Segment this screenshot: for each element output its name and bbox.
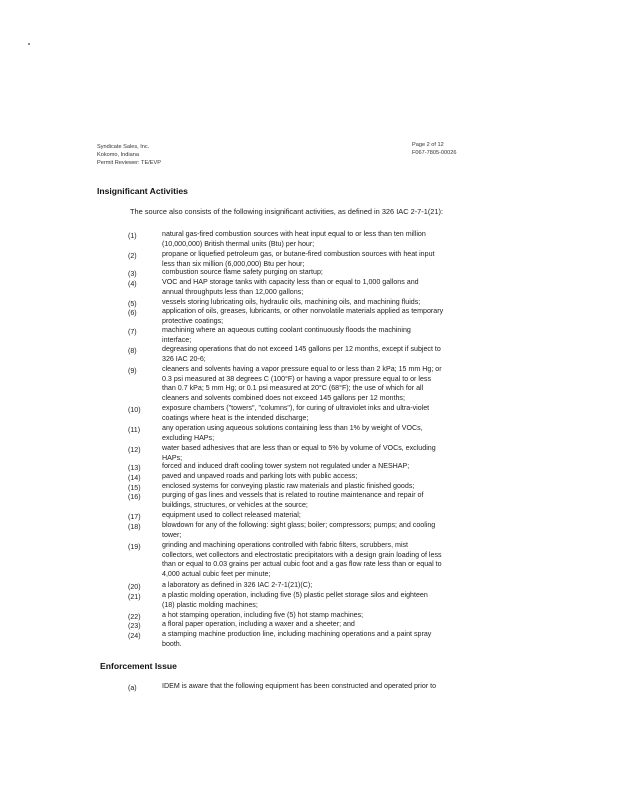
item-number: (11) [128, 426, 141, 434]
item-line: protective coatings; [162, 316, 224, 325]
item-text [162, 365, 522, 403]
item-line: (18) plastic molding machines; [162, 600, 258, 609]
item-line: 326 IAC 20-6; [162, 354, 206, 363]
item-line: a stamping machine production line, including machining operations and a paint spray [162, 630, 432, 638]
item-line: buildings, structures, or vehicles at the source; [162, 500, 308, 509]
item-text [162, 472, 522, 482]
item-line: water based adhesives that are less than or equal to 5% by volume of VOCs, excluding [162, 444, 436, 452]
header-right [412, 141, 456, 157]
item-line: than 0.7 kPa; 5 mm Hg; or 0.1 psi measured at 20°C (68°F); the use of which for all [162, 384, 424, 393]
item-text [162, 230, 522, 249]
item-line: than or equal to 0.03 grains per actual cubic foot and a gas flow rate less than or equal to [162, 560, 442, 569]
item-line: purging of gas lines and vessels that is related to routine maintenance and repair of [162, 491, 424, 499]
item-text [162, 404, 522, 423]
item-number: (15) [128, 484, 141, 492]
item-number: (4) [128, 280, 137, 288]
item-line: a hot stamping operation, including five (5) hot stamp machines; [162, 611, 364, 619]
item-line: 4,000 actual cubic feet per minute; [162, 569, 271, 578]
item-line: machining where an aqueous cutting coolant continuously floods the machining [162, 326, 411, 334]
item-number: (24) [128, 632, 141, 640]
item-text [162, 307, 522, 326]
item-text [162, 541, 522, 579]
item-line: excluding HAPs; [162, 433, 215, 442]
permit-number: F067-7805-00026 [412, 150, 457, 157]
item-number: (21) [128, 593, 141, 601]
item-number: (9) [128, 367, 137, 375]
enforcement-item-line: IDEM is aware that the following equipment has been constructed and operated prior to [162, 682, 437, 690]
item-line: cleaners and solvents combined does not exceed 145 gallons per 12 months; [162, 393, 405, 402]
item-text [162, 630, 522, 649]
item-number: (2) [128, 252, 137, 260]
item-line: propane or liquefied petroleum gas, or butane-fired combustion sources with heat input [162, 250, 435, 258]
item-number: (3) [128, 270, 137, 278]
item-line: any operation using aqueous solutions containing less than 1% by weight of VOCs, [162, 424, 423, 432]
item-text [162, 591, 522, 610]
scan-speck [28, 43, 30, 45]
item-line: degreasing operations that do not exceed 145 gallons per 12 months, except if subject to [162, 345, 441, 353]
item-line: combustion source flame safety purging on startup; [162, 268, 323, 276]
item-number: (23) [128, 622, 141, 630]
item-number: (8) [128, 347, 137, 355]
item-text [162, 521, 522, 540]
item-line: a floral paper operation, including a waxer and a sheeter; and [162, 620, 355, 628]
item-number: (16) [128, 493, 141, 501]
item-line: natural gas-fired combustion sources with heat input equal to or less than ten million [162, 230, 426, 238]
item-text [162, 491, 522, 510]
item-text [162, 268, 522, 278]
item-text [162, 345, 522, 364]
item-line: application of oils, greases, lubricants, or other nonvolatile materials applied as temporary [162, 307, 444, 315]
item-text [162, 581, 522, 591]
item-number: (1) [128, 232, 137, 240]
intro-paragraph: The source also consists of the following insignificant activities, as defined in 326 IAC 2-7-1(21): [130, 207, 444, 216]
item-number: (14) [128, 474, 141, 482]
item-text [162, 620, 522, 630]
header-left [97, 143, 161, 168]
item-line: collectors, wet collectors and electrostatic precipitators with a design grain loading of less [162, 550, 442, 559]
item-number: (13) [128, 464, 141, 472]
item-line: exposure chambers ("towers", "columns"), for curing of ultraviolet inks and ultra-violet [162, 404, 430, 412]
company-name: Syndicate Sales, Inc. [97, 144, 150, 150]
item-line: interface; [162, 335, 192, 344]
item-text [162, 424, 522, 443]
company-location: Kokomo, Indiana [97, 152, 139, 159]
enforcement-item-number: (a) [128, 684, 137, 692]
item-line: VOC and HAP storage tanks with capacity less than or equal to 1,000 gallons and [162, 278, 419, 286]
item-line: tower; [162, 530, 182, 539]
item-number: (17) [128, 513, 141, 521]
item-line: a laboratory as defined in 326 IAC 2-7-1(21)(C); [162, 581, 313, 589]
item-line: 0.3 psi measured at 38 degrees C (100°F) or having a vapor pressure equal to or less [162, 374, 431, 383]
item-number: (7) [128, 328, 137, 336]
item-number: (5) [128, 300, 137, 308]
item-line: coatings where heat is the intended discharge; [162, 413, 309, 422]
item-line: blowdown for any of the following: sight glass; boiler; compressors; pumps; and cooling [162, 521, 436, 529]
item-line: (10,000,000) British thermal units (Btu) per hour; [162, 239, 315, 248]
item-text [162, 511, 522, 521]
enforcement-item-text [162, 682, 522, 692]
item-number: (6) [128, 309, 137, 317]
item-number: (19) [128, 543, 141, 551]
item-number: (18) [128, 523, 141, 531]
item-line: HAPs; [162, 453, 183, 462]
item-line: equipment used to collect released material; [162, 511, 301, 519]
item-text [162, 278, 522, 297]
item-text [162, 250, 522, 269]
page-number: Page 2 of 12 [412, 142, 444, 148]
item-text [162, 462, 522, 472]
section-title-enforcement: Enforcement Issue [100, 661, 177, 671]
item-number: (12) [128, 446, 141, 454]
item-number: (10) [128, 406, 141, 414]
item-text [162, 326, 522, 345]
item-text [162, 444, 522, 463]
item-number: (20) [128, 583, 141, 591]
item-number: (22) [128, 613, 141, 621]
item-line: a plastic molding operation, including five (5) plastic pellet storage silos and eighteen [162, 591, 428, 599]
item-line: enclosed systems for conveying plastic raw materials and plastic finished goods; [162, 482, 415, 490]
item-line: vessels storing lubricating oils, hydraulic oils, machining oils, and machining fluids; [162, 298, 421, 306]
item-line: grinding and machining operations controlled with fabric filters, scrubbers, mist [162, 541, 409, 549]
item-line: paved and unpaved roads and parking lots with public access; [162, 472, 358, 480]
item-line: annual throughputs less than 12,000 gallons; [162, 287, 304, 296]
item-line: cleaners and solvents having a vapor pressure equal to or less than 2 kPa; 15 mm Hg; or [162, 365, 442, 373]
permit-reviewer: Permit Reviewer: TE/EVP [97, 160, 161, 167]
item-line: forced and induced draft cooling tower system not regulated under a NESHAP; [162, 462, 410, 470]
item-line: less than six million (6,000,000) Btu per hour; [162, 259, 305, 268]
section-title-insignificant: Insignificant Activities [97, 186, 188, 196]
item-line: booth. [162, 639, 182, 648]
